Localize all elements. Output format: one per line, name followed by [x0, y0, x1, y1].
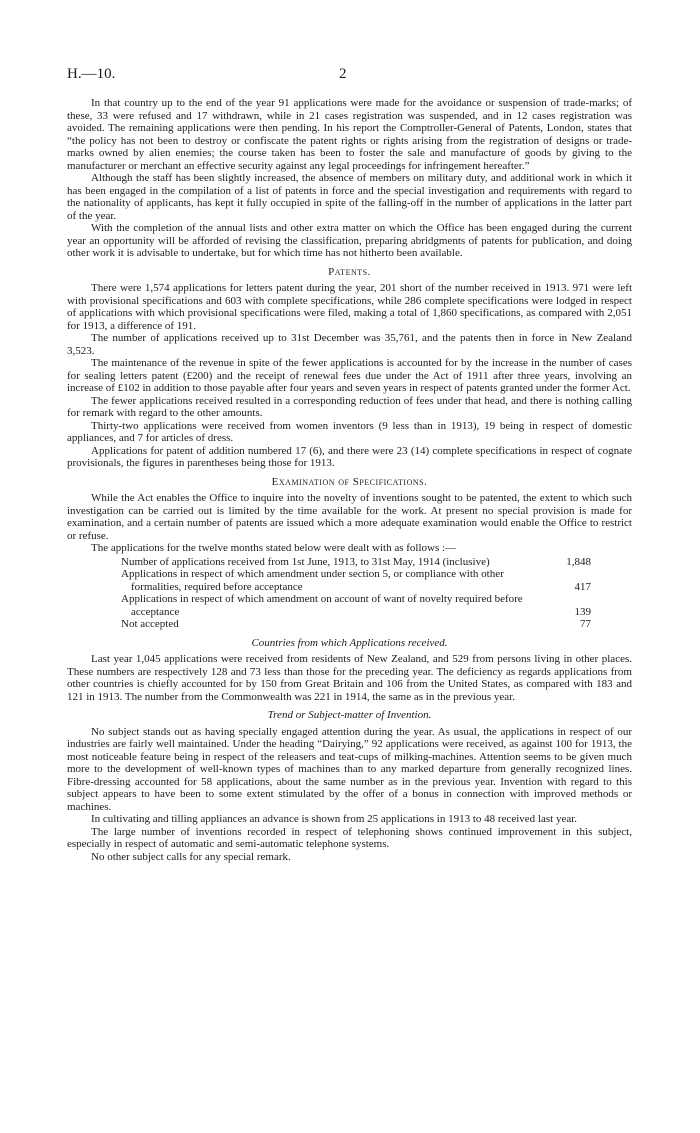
paragraph: While the Act enables the Office to inquire into the novelty of inventions sought to be patented, the extent to which such investigation can be carried out is limited by the time available for the work. At present no special provision is made for examination, and a certain number of patents are issued which a more adequate examination would enable the Office to restrict or refuse.	[67, 492, 632, 542]
section-heading-examination: Examination of Specifications.	[271, 475, 428, 488]
paragraph: With the completion of the annual lists and other extra matter on which the Office has been engaged during the current year an opportunity will be afforded of revising the classification, preparing abridgments of patents for publication, and doing other work it is advisable to undertake, but for which time has not hitherto been available.	[67, 222, 632, 259]
paragraph: In that country up to the end of the year 91 applications were made for the avoidance or suspension of trade-marks; of these, 33 were refused and 17 withdrawn, while in 21 cases registration was suspended, and in 12 cases registration was avoided. The remaining applications were then pending. In his report the Comptroller-General of Patents, London, states that “the policy has not been to destroy or confiscate the patent rights or rights arising from the registration of designs or trade-marks owned by alien enemies; the course taken has been to foster the sale and manufacture of goods by giving to the manufacturer or merchant an effective security against any legal proceedings for infringement hereafter.”	[67, 97, 632, 172]
page-header	[67, 66, 633, 84]
row-value: 77	[580, 618, 591, 630]
table-row	[121, 568, 591, 593]
paragraph: Although the staff has been slightly increased, the absence of members on military duty, and additional work in which it has been engaged in the compilation of a list of patents in force and the special investigation and requirements with regard to the nationality of applicants, has kept it fully occupied in spite of the falling-off in the number of applications in the latter part of the year.	[67, 172, 632, 222]
table-row	[121, 556, 591, 569]
document-reference: H.—10.	[67, 66, 116, 82]
row-value: 1,848	[566, 555, 591, 568]
paragraph: The applications for the twelve months stated below were dealt with as follows :—	[91, 542, 457, 554]
paragraph: No other subject calls for any special remark.	[91, 850, 291, 863]
paragraph: The fewer applications received resulted in a corresponding reduction of fees under that head, and there is nothing calling for remark with regard to the other amounts.	[67, 394, 632, 419]
paragraph: In cultivating and tilling appliances an advance is shown from 25 applications in 1913 to 48 received last year.	[91, 813, 578, 825]
paragraph: No subject stands out as having specially engaged attention during the year. As usual, the applications in respect of our industries are fairly well maintained. Under the heading “Dairying,” 92 applications were received, as against 100 for 1913, the most noticeable feature being in respect of the releasers and teat-cups of milking-machines. Attention seems to be given much more to the development of well-known types of machines than to any marked departure from generally recognized lines. Fibre-dressing accounted for 58 applications, about the same number as in the previous year. Invention with regard to this subject appears to have been to some extent stimulated by the offer of a bonus in connection with improved methods or machines.	[67, 725, 632, 813]
row-value: 139	[574, 605, 591, 618]
paragraph: Applications for patent of addition numbered 17 (6), and there were 23 (14) complete specifications in respect of cognate provisionals, the figures in parentheses being those for 1913.	[67, 444, 632, 469]
table-row	[121, 618, 591, 631]
applications-table	[121, 556, 591, 631]
document-body	[67, 97, 632, 863]
paragraph: Last year 1,045 applications were received from residents of New Zealand, and 529 from persons living in other places. These numbers are respectively 128 and 73 less than those for the preceding year. The deficiency as regards applications from other countries is chiefly accounted for by 150 from Great Britain and 106 from the United States, as compared with 183 and 121 in 1913. The number from the Commonwealth was 221 in 1914, the same as in the previous year.	[67, 653, 632, 703]
section-heading-trend: Trend or Subject-matter of Invention.	[267, 709, 432, 721]
row-label: Number of applications received from 1st June, 1913, to 31st May, 1914 (inclusive)	[121, 555, 490, 568]
row-label: Applications in respect of which amendment on account of want of novelty required before acceptance	[121, 593, 523, 618]
paragraph: There were 1,574 applications for letters patent during the year, 201 short of the number received in 1913. 971 were left with provisional specifications and 603 with complete specifications, while 286 complete specifications were lodged in respect of applications with which provisional specifications were filed, making a total of 1,860 specifications, as compared with 2,051 for 1913, a difference of 191.	[67, 282, 632, 332]
paragraph: The maintenance of the revenue in spite of the fewer applications is accounted for by the increase in the number of cases for sealing letters patent (£200) and the receipt of renewal fees due under the Act of 1911 after three years, involving an increase of £102 in addition to those payable after four years and seven years in respect of patents granted under the former Act.	[67, 357, 632, 394]
row-label: Applications in respect of which amendment under section 5, or compliance with other formalities, required before acceptance	[121, 568, 504, 593]
table-row	[121, 593, 591, 618]
section-heading-countries: Countries from which Applications received.	[251, 636, 448, 649]
paragraph: The number of applications received up to 31st December was 35,761, and the patents then in force in New Zealand 3,523.	[67, 332, 632, 357]
section-heading-patents: Patents.	[328, 265, 371, 278]
row-label: Not accepted	[121, 618, 179, 630]
paragraph: The large number of inventions recorded in respect of telephoning shows continued improvement in this subject, especially in respect of automatic and semi-automatic telephone systems.	[67, 825, 632, 850]
paragraph: Thirty-two applications were received from women inventors (9 less than in 1913), 19 being in respect of domestic appliances, and 7 for articles of dress.	[67, 419, 632, 444]
row-value: 417	[574, 580, 591, 593]
page-number: 2	[339, 66, 347, 82]
